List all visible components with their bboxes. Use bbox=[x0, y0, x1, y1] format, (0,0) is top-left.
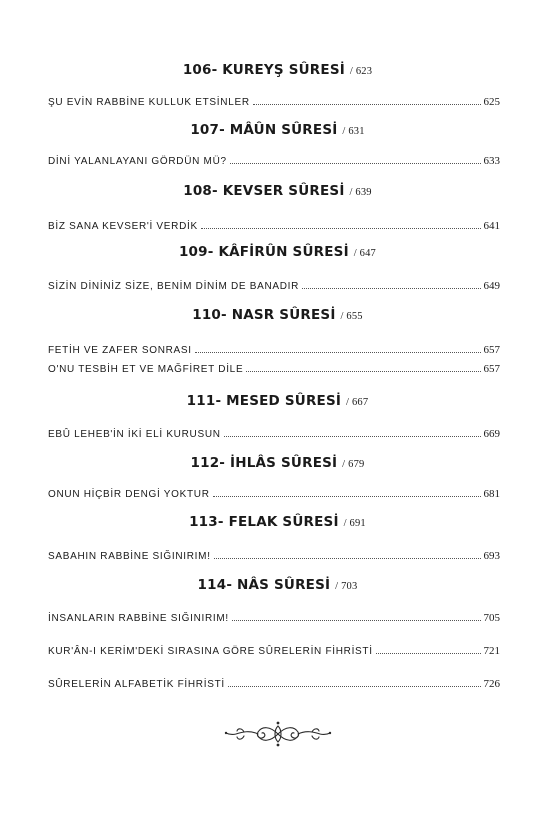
section-title: 114- NÂS SÛRESİ bbox=[197, 577, 331, 593]
section-heading-114 bbox=[0, 577, 555, 593]
toc-entry-title: İNSANLARIN RABBİNE SIĞINIRIM! bbox=[48, 613, 229, 624]
toc-entry-page: 669 bbox=[483, 428, 500, 440]
toc-entry-title: ONUN HİÇBİR DENGİ YOKTUR bbox=[48, 489, 210, 500]
section-page: / 667 bbox=[346, 397, 369, 408]
section-page: / 631 bbox=[342, 126, 365, 137]
section-heading-113 bbox=[0, 514, 555, 530]
toc-entry-page: 681 bbox=[483, 488, 500, 500]
section-page: / 647 bbox=[353, 248, 377, 259]
section-title: 111- MESED SÛRESİ bbox=[186, 393, 342, 409]
section-title: 108- KEVSER SÛRESİ bbox=[183, 183, 345, 199]
section-heading-108 bbox=[0, 183, 555, 199]
section-title: 106- KUREYŞ SÛRESİ bbox=[182, 62, 345, 78]
toc-entry-title: KUR'ÂN-I KERİM'DEKİ SIRASINA GÖRE SÛRELERİN FİHRİSTİ bbox=[48, 646, 373, 657]
toc-entry[interactable] bbox=[48, 151, 500, 167]
ornament-icon bbox=[222, 720, 334, 748]
section-heading-111 bbox=[0, 393, 555, 409]
toc-entry-title: SABAHIN RABBİNE SIĞINIRIM! bbox=[48, 551, 211, 562]
toc-entry[interactable] bbox=[48, 216, 500, 232]
toc-entry[interactable] bbox=[48, 340, 500, 356]
toc-entry-page: 657 bbox=[483, 363, 500, 375]
toc-entry-page: 693 bbox=[483, 550, 500, 562]
toc-entry-page: 721 bbox=[483, 645, 500, 657]
toc-entry-title: SÛRELERİN ALFABETİK FİHRİSTİ bbox=[48, 679, 225, 690]
toc-entry-title: BİZ SANA KEVSER'İ VERDİK bbox=[48, 221, 198, 232]
section-page: / 679 bbox=[342, 459, 365, 470]
toc-entry-page: 705 bbox=[483, 612, 500, 624]
toc-entry-page: 726 bbox=[483, 678, 500, 690]
toc-entry-title: ŞU EVİN RABBİNE KULLUK ETSİNLER bbox=[48, 97, 250, 108]
dot-leader bbox=[228, 685, 481, 687]
dot-leader bbox=[195, 351, 481, 353]
section-page: / 691 bbox=[343, 518, 366, 529]
section-heading-112 bbox=[0, 455, 555, 471]
dot-leader bbox=[246, 370, 480, 372]
toc-entry[interactable] bbox=[48, 608, 500, 624]
dot-leader bbox=[232, 619, 481, 621]
toc-entry[interactable] bbox=[48, 484, 500, 500]
dot-leader bbox=[230, 162, 481, 164]
toc-entry-page: 649 bbox=[483, 280, 500, 292]
dot-leader bbox=[213, 495, 481, 497]
toc-entry-page: 633 bbox=[483, 155, 500, 167]
toc-entry[interactable] bbox=[48, 424, 500, 440]
toc-entry[interactable] bbox=[48, 359, 500, 375]
section-title: 110- NASR SÛRESİ bbox=[192, 307, 336, 323]
section-page: / 639 bbox=[349, 187, 372, 198]
section-page: / 655 bbox=[340, 311, 363, 322]
toc-entry-title: DİNİ YALANLAYANI GÖRDÜN MÜ? bbox=[48, 156, 227, 167]
toc-entry[interactable] bbox=[48, 674, 500, 690]
dot-leader bbox=[302, 287, 480, 289]
section-page: / 623 bbox=[349, 66, 373, 77]
section-title: 107- MÂÛN SÛRESİ bbox=[190, 122, 338, 138]
section-title: 113- FELAK SÛRESİ bbox=[189, 514, 339, 530]
section-title: 112- İHLÂS SÛRESİ bbox=[190, 455, 338, 471]
section-heading-110 bbox=[0, 307, 555, 323]
section-page: / 703 bbox=[335, 581, 358, 592]
toc-entry-title: SİZİN DİNİNİZ SİZE, BENİM DİNİM DE BANADIR bbox=[48, 281, 300, 292]
dot-leader bbox=[224, 435, 481, 437]
section-heading-106 bbox=[0, 62, 555, 78]
toc-entry-title: O'NU TESBİH ET VE MAĞFİRET DİLE bbox=[48, 364, 244, 375]
toc-entry-title: FETİH VE ZAFER SONRASI bbox=[48, 345, 192, 356]
dot-leader bbox=[201, 227, 481, 229]
section-heading-109 bbox=[0, 244, 555, 260]
section-title: 109- KÂFİRÛN SÛRESİ bbox=[178, 244, 349, 260]
toc-entry-page: 657 bbox=[483, 344, 500, 356]
toc-entry-page: 625 bbox=[483, 96, 500, 108]
toc-entry[interactable] bbox=[48, 276, 500, 292]
toc-entry-page: 641 bbox=[483, 220, 500, 232]
toc-entry[interactable] bbox=[48, 92, 500, 108]
toc-entry[interactable] bbox=[48, 641, 500, 657]
toc-entry[interactable] bbox=[48, 546, 500, 562]
section-heading-107 bbox=[0, 122, 555, 138]
dot-leader bbox=[214, 557, 481, 559]
toc-entry-title: EBÛ LEHEB'İN İKİ ELİ KURUSUN bbox=[48, 429, 221, 440]
dot-leader bbox=[376, 652, 481, 654]
dot-leader bbox=[253, 103, 481, 105]
